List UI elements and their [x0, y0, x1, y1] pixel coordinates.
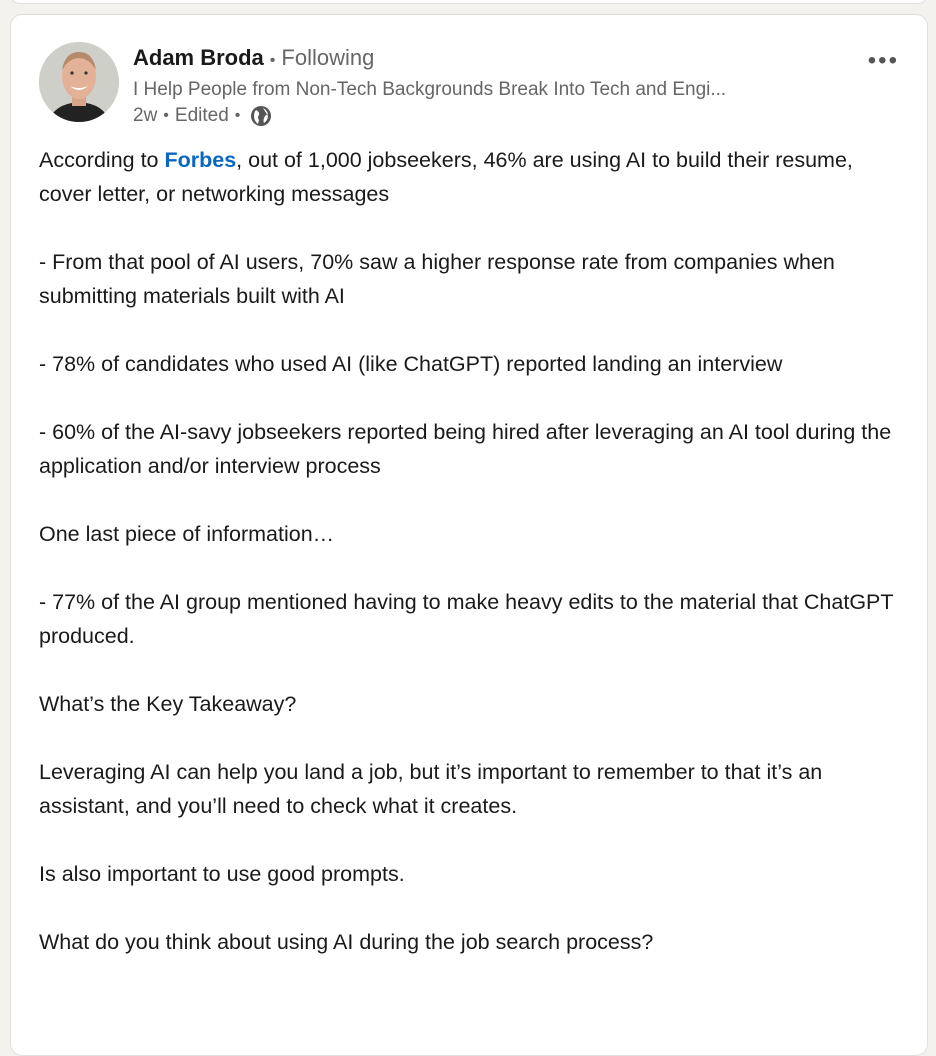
author-avatar[interactable]	[39, 42, 119, 122]
post-paragraph: What’s the Key Takeaway?	[39, 692, 297, 716]
post-paragraph: - 77% of the AI group mentioned having to make heavy edits to the material that ChatGPT produced.	[39, 590, 894, 648]
text: According to	[39, 148, 165, 172]
post-paragraph	[39, 143, 899, 211]
post-paragraph: - 78% of candidates who used AI (like ChatGPT) reported landing an interview	[39, 352, 783, 376]
post-paragraph: Leveraging AI can help you land a job, but it’s important to remember to that it’s an assistant, and you’ll need to check what it creates.	[39, 760, 823, 818]
post-paragraph: - From that pool of AI users, 70% saw a higher response rate from companies when submitting materials built with AI	[39, 250, 835, 308]
post-paragraph: What do you think about using AI during the job search process?	[39, 930, 654, 954]
post-card	[10, 14, 928, 1056]
more-options-button[interactable]: •••	[867, 47, 899, 74]
separator-dot: •	[163, 107, 169, 124]
post-body	[39, 143, 899, 993]
text: , out of 1,000 jobseekers, 46% are using AI to build their resume, cover letter, or networking messages	[39, 148, 853, 206]
separator-dot: •	[234, 107, 241, 124]
author-headline: I Help People from Non-Tech Backgrounds Break Into Tech and Engi...	[133, 79, 727, 100]
post-paragraph: Is also important to use good prompts.	[39, 862, 405, 886]
forbes-link[interactable]: Forbes	[164, 148, 237, 172]
follow-status: Following	[281, 45, 375, 70]
previous-post-card	[10, 0, 928, 4]
edited-label: Edited	[174, 105, 229, 126]
post-paragraph: One last piece of information…	[39, 522, 335, 546]
author-name[interactable]: Adam Broda	[133, 45, 264, 70]
post-time: 2w	[133, 105, 158, 126]
avatar-photo-icon	[39, 42, 119, 122]
post-paragraph: - 60% of the AI-savy jobseekers reported being hired after leveraging an AI tool during the application and/or interview process	[39, 420, 892, 478]
globe-icon	[250, 105, 272, 127]
separator-dot: •	[269, 52, 276, 69]
